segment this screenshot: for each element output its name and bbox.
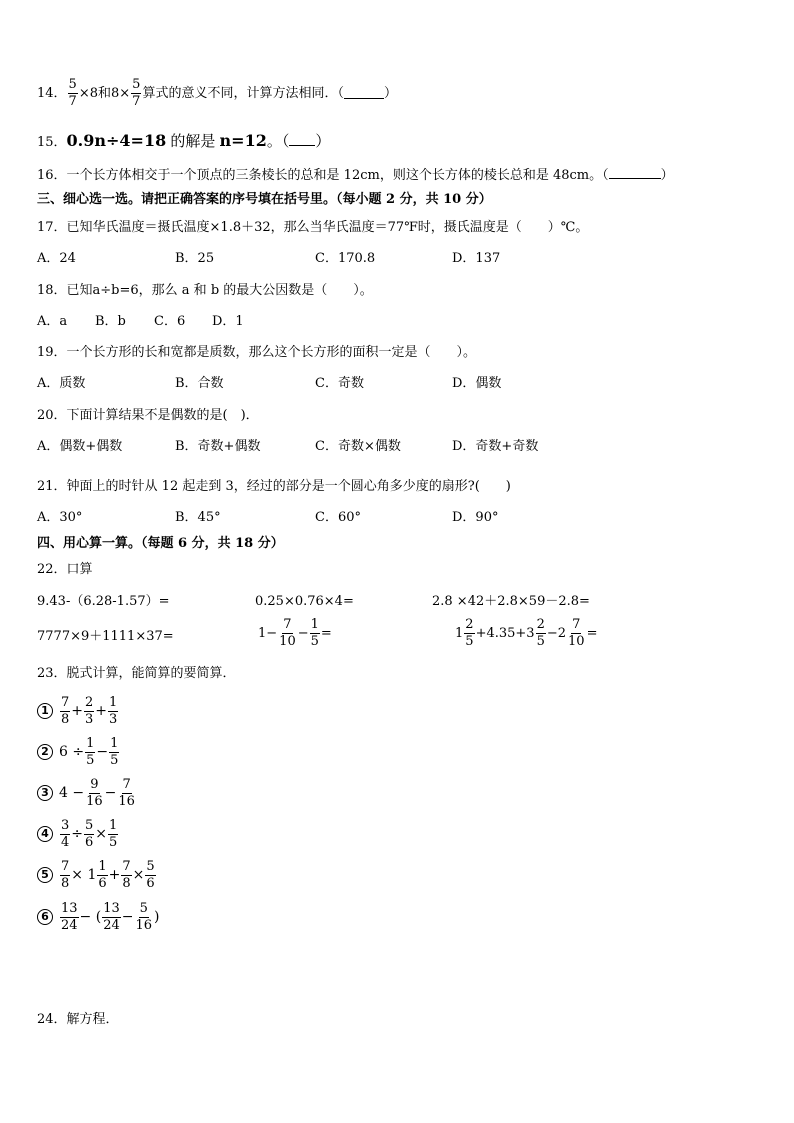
fraction: $\frac{1}{3}$ (109, 695, 118, 727)
option-b[interactable]: B．奇数+偶数 (175, 439, 261, 454)
answer-blank[interactable] (609, 168, 661, 179)
fraction: $\frac{7}{16}$ (118, 777, 135, 809)
question-17: 17．已知华氏温度＝摄氏温度×1.8＋32，那么当华氏温度＝77℉时，摄氏温度是（ ）℃。 (37, 220, 589, 235)
fraction: $\frac{7}{8}$ (61, 695, 70, 727)
item-number-badge: 6 (37, 909, 53, 925)
option-b[interactable]: B．25 (175, 251, 215, 266)
calc-2: 0.25×0.76×4= (255, 594, 354, 609)
item-number-badge: 1 (37, 703, 53, 719)
question-text: 算式的意义不同，计算方法相同．（ (142, 85, 344, 101)
calculation-item (37, 902, 160, 932)
option-a[interactable]: A．24 (37, 251, 76, 266)
option-a[interactable]: A．质数 (37, 376, 86, 391)
operator: − (96, 744, 109, 761)
calculation-item (37, 696, 119, 726)
fraction: $\frac{1}{5}$ (86, 736, 95, 768)
answer-blank[interactable] (289, 135, 315, 146)
option-d[interactable]: D．偶数 (452, 376, 502, 391)
option-c[interactable]: C．6 (154, 314, 186, 329)
fraction: $\frac{13}{24}$ (103, 901, 120, 933)
fraction: $\frac{3}{4}$ (61, 818, 70, 850)
question-14: 14． $\frac{5}{7}$ ×8和8× $\frac{5}{7}$ 算式的意义不同，计算方法相同．（ ） (37, 77, 397, 109)
operator: 4 − (59, 785, 85, 802)
option-c[interactable]: C．奇数 (315, 376, 364, 391)
question-16: 16．一个长方体相交于一个顶点的三条棱长的总和是 12cm，则这个长方体的棱长总和是 48cm。（ ） (37, 168, 674, 183)
fraction: $\frac{2}{3}$ (85, 695, 94, 727)
calculation-item (37, 860, 157, 890)
fraction: $\frac{5}{7}$ (68, 77, 77, 109)
fraction: $\frac{5}{16}$ (135, 901, 153, 933)
item-number-badge: 3 (37, 785, 53, 801)
fraction: $\frac{7}{8}$ (122, 859, 131, 891)
option-a[interactable]: A．a (37, 314, 68, 329)
calculation-item (37, 819, 119, 849)
fraction: $\frac{5}{6}$ (146, 859, 155, 891)
option-d[interactable]: D．90° (452, 510, 499, 525)
section-3-title: 三、细心选一选。请把正确答案的序号填在括号里。（每小题 2 分，共 10 分） (37, 192, 492, 207)
expression-text: ×8和8× (78, 85, 131, 101)
option-b[interactable]: B．合数 (175, 376, 224, 391)
operator: + (95, 703, 108, 720)
calc-1: 9.43-（6.28-1.57）= (37, 594, 170, 609)
calculation-item (37, 778, 137, 808)
fraction: $\frac{5}{7}$ (132, 77, 141, 109)
calc-5: 1− $\frac{7}{10}$ − $\frac{1}{5}$ = (258, 617, 332, 649)
calc-4: 7777×9＋1111×37= (37, 629, 174, 644)
section-4-title: 四、用心算一算。（每题 6 分，共 18 分） (37, 536, 284, 551)
fraction: $\frac{1}{5}$ (109, 818, 118, 850)
operator: 6 ÷ (59, 744, 85, 761)
operator: × 1 (71, 867, 97, 884)
option-b[interactable]: B．b (95, 314, 126, 329)
operator: + (71, 703, 84, 720)
fraction: $\frac{1}{6}$ (98, 859, 107, 891)
operator: + (108, 867, 121, 884)
operator: × (95, 826, 108, 843)
item-number-badge: 2 (37, 744, 53, 760)
question-number: 14． (37, 85, 67, 101)
option-d[interactable]: D．奇数+奇数 (452, 439, 539, 454)
operator: − (121, 909, 134, 926)
item-number-badge: 5 (37, 867, 53, 883)
option-d[interactable]: D．137 (452, 251, 501, 266)
option-b[interactable]: B．45° (175, 510, 221, 525)
fraction: $\frac{13}{24}$ (61, 901, 78, 933)
fraction: $\frac{5}{6}$ (85, 818, 94, 850)
calc-6: 1 $\frac{2}{5}$ +4.35+3 $\frac{2}{5}$ −2 $\frac{7}{10}$ = (455, 617, 598, 649)
operator: ) (154, 909, 160, 926)
fraction: $\frac{7}{8}$ (61, 859, 70, 891)
fraction: $\frac{9}{16}$ (86, 777, 103, 809)
operator: − (104, 785, 117, 802)
item-number-badge: 4 (37, 826, 53, 842)
question-21: 21．钟面上的时针从 12 起走到 3，经过的部分是一个圆心角多少度的扇形?( ) (37, 479, 511, 494)
operator: − ( (79, 909, 102, 926)
calculation-item (37, 737, 120, 767)
option-a[interactable]: A．30° (37, 510, 83, 525)
option-a[interactable]: A．偶数+偶数 (37, 439, 123, 454)
operator: ÷ (71, 826, 84, 843)
option-c[interactable]: C．60° (315, 510, 361, 525)
solution: n=12 (219, 131, 267, 150)
option-c[interactable]: C．奇数×偶数 (315, 439, 401, 454)
fraction: $\frac{1}{5}$ (110, 736, 119, 768)
question-19: 19．一个长方形的长和宽都是质数，那么这个长方形的面积一定是（ ）。 (37, 345, 477, 360)
question-23: 23．脱式计算，能简算的要简算． (37, 666, 236, 681)
question-20: 20．下面计算结果不是偶数的是( )． (37, 408, 259, 423)
question-24: 24．解方程． (37, 1012, 119, 1027)
option-c[interactable]: C．170.8 (315, 251, 376, 266)
question-22: 22．口算 (37, 562, 93, 577)
question-15: 15．0.9n÷4=18 的解是 n=12。（ ） (37, 131, 331, 150)
question-18: 18．已知a÷b=6，那么 a 和 b 的最大公因数是（ ）。 (37, 283, 373, 298)
calc-3: 2.8 ×42＋2.8×59－2.8= (432, 594, 590, 609)
operator: × (132, 867, 145, 884)
answer-blank[interactable] (344, 88, 384, 99)
equation: 0.9n÷4=18 (66, 131, 167, 150)
option-d[interactable]: D．1 (212, 314, 244, 329)
